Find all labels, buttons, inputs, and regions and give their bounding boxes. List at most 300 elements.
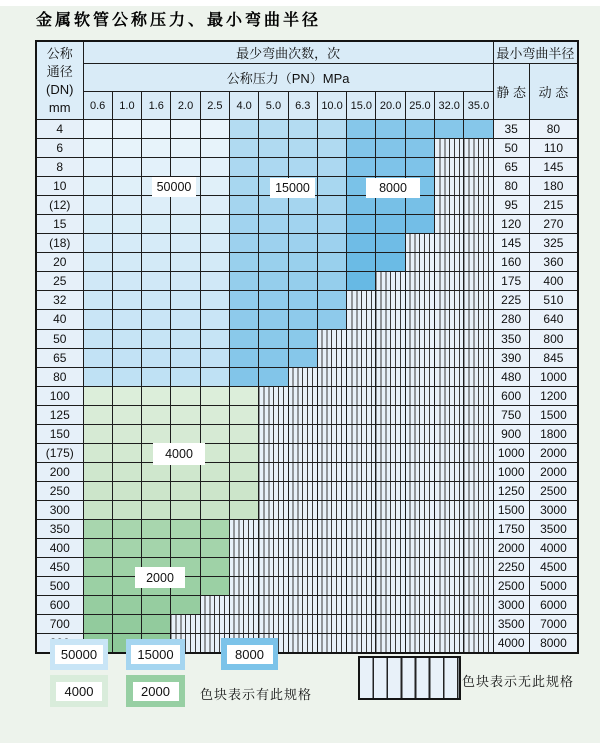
spec-unavailable-cell bbox=[464, 348, 493, 367]
spec-available-cell bbox=[229, 177, 258, 196]
spec-unavailable-cell bbox=[435, 462, 464, 481]
spec-unavailable-cell bbox=[405, 500, 434, 519]
spec-unavailable-cell bbox=[405, 234, 434, 253]
spec-unavailable-cell bbox=[464, 596, 493, 615]
spec-available-cell bbox=[83, 367, 112, 386]
spec-unavailable-cell bbox=[376, 539, 405, 558]
spec-available-cell bbox=[405, 158, 434, 177]
spec-available-cell bbox=[112, 596, 141, 615]
spec-unavailable-cell bbox=[405, 291, 434, 310]
spec-available-cell bbox=[288, 139, 317, 158]
spec-unavailable-cell bbox=[435, 577, 464, 596]
spec-available-cell bbox=[376, 139, 405, 158]
dynamic-radius-cell: 110 bbox=[529, 139, 578, 158]
spec-available-cell bbox=[200, 329, 229, 348]
spec-unavailable-cell bbox=[464, 177, 493, 196]
spec-available-cell bbox=[171, 386, 200, 405]
spec-unavailable-cell bbox=[435, 424, 464, 443]
spec-unavailable-cell bbox=[376, 500, 405, 519]
spec-available-cell bbox=[142, 329, 171, 348]
spec-unavailable-cell bbox=[376, 558, 405, 577]
legend-swatch-50000 bbox=[50, 639, 108, 670]
spec-available-cell bbox=[171, 272, 200, 291]
spec-available-cell bbox=[83, 253, 112, 272]
spec-unavailable-cell bbox=[317, 386, 346, 405]
dynamic-radius-cell: 6000 bbox=[529, 596, 578, 615]
dynamic-radius-cell: 4500 bbox=[529, 558, 578, 577]
spec-available-cell bbox=[405, 215, 434, 234]
spec-unavailable-cell bbox=[288, 558, 317, 577]
spec-unavailable-cell bbox=[347, 615, 376, 634]
dn-cell: 10 bbox=[36, 177, 83, 196]
dn-cell: 700 bbox=[36, 615, 83, 634]
dn-cell: 50 bbox=[36, 329, 83, 348]
spec-available-cell bbox=[171, 348, 200, 367]
static-radius-cell: 600 bbox=[493, 386, 529, 405]
spec-unavailable-cell bbox=[347, 481, 376, 500]
spec-available-cell bbox=[171, 462, 200, 481]
spec-unavailable-cell bbox=[317, 615, 346, 634]
spec-unavailable-cell bbox=[464, 405, 493, 424]
spec-available-cell bbox=[171, 481, 200, 500]
spec-available-cell bbox=[112, 405, 141, 424]
spec-available-cell bbox=[83, 615, 112, 634]
spec-unavailable-cell bbox=[317, 577, 346, 596]
header-row-1 bbox=[36, 41, 578, 64]
spec-available-cell bbox=[259, 310, 288, 329]
spec-unavailable-cell bbox=[464, 367, 493, 386]
spec-available-cell bbox=[229, 272, 258, 291]
static-radius-cell: 3000 bbox=[493, 596, 529, 615]
spec-available-cell bbox=[435, 120, 464, 139]
spec-available-cell bbox=[229, 462, 258, 481]
static-radius-cell: 280 bbox=[493, 310, 529, 329]
spec-available-cell bbox=[83, 424, 112, 443]
spec-unavailable-cell bbox=[435, 519, 464, 538]
dynamic-radius-cell: 270 bbox=[529, 215, 578, 234]
spec-available-cell bbox=[200, 310, 229, 329]
spec-unavailable-cell bbox=[435, 139, 464, 158]
spec-unavailable-cell bbox=[288, 462, 317, 481]
spec-available-cell bbox=[83, 348, 112, 367]
spec-unavailable-cell bbox=[464, 462, 493, 481]
spec-unavailable-cell bbox=[259, 539, 288, 558]
spec-available-cell bbox=[229, 405, 258, 424]
spec-available-cell bbox=[83, 196, 112, 215]
spec-available-cell bbox=[112, 329, 141, 348]
spec-available-cell bbox=[83, 234, 112, 253]
static-radius-cell: 80 bbox=[493, 177, 529, 196]
spec-available-cell bbox=[171, 424, 200, 443]
spec-available-cell bbox=[142, 367, 171, 386]
spec-available-cell bbox=[142, 139, 171, 158]
dynamic-radius-cell: 640 bbox=[529, 310, 578, 329]
dn-cell: 32 bbox=[36, 291, 83, 310]
spec-available-cell bbox=[83, 500, 112, 519]
spec-unavailable-cell bbox=[288, 519, 317, 538]
table-row bbox=[36, 291, 578, 310]
spec-available-cell bbox=[259, 120, 288, 139]
spec-unavailable-cell bbox=[376, 405, 405, 424]
spec-available-cell bbox=[200, 424, 229, 443]
static-radius-cell: 390 bbox=[493, 348, 529, 367]
spec-available-cell bbox=[112, 443, 141, 462]
spec-unavailable-cell bbox=[229, 615, 258, 634]
spec-unavailable-cell bbox=[347, 462, 376, 481]
spec-available-cell bbox=[112, 215, 141, 234]
spec-available-cell bbox=[112, 177, 141, 196]
spec-available-cell bbox=[171, 519, 200, 538]
spec-unavailable-cell bbox=[405, 634, 434, 654]
header-row-2 bbox=[36, 64, 578, 92]
spec-available-cell bbox=[405, 139, 434, 158]
dn-cell: 500 bbox=[36, 577, 83, 596]
legend-swatch-15000 bbox=[126, 639, 185, 670]
spec-unavailable-cell bbox=[435, 272, 464, 291]
spec-unavailable-cell bbox=[435, 596, 464, 615]
spec-unavailable-cell bbox=[405, 386, 434, 405]
dn-cell: 450 bbox=[36, 558, 83, 577]
dynamic-radius-cell: 3500 bbox=[529, 519, 578, 538]
spec-available-cell bbox=[83, 443, 112, 462]
table-row bbox=[36, 405, 578, 424]
spec-unavailable-cell bbox=[288, 443, 317, 462]
static-radius-cell: 1250 bbox=[493, 481, 529, 500]
spec-unavailable-cell bbox=[317, 634, 346, 654]
spec-available-cell bbox=[200, 253, 229, 272]
spec-available-cell bbox=[142, 386, 171, 405]
pressure-col-header: 5.0 bbox=[259, 92, 288, 120]
spec-unavailable-cell bbox=[435, 500, 464, 519]
static-radius-cell: 900 bbox=[493, 424, 529, 443]
spec-available-cell bbox=[317, 158, 346, 177]
spec-unavailable-cell bbox=[464, 196, 493, 215]
spec-unavailable-cell bbox=[317, 558, 346, 577]
spec-available-cell bbox=[229, 424, 258, 443]
spec-available-cell bbox=[259, 139, 288, 158]
spec-available-cell bbox=[171, 310, 200, 329]
spec-available-cell bbox=[83, 272, 112, 291]
spec-unavailable-cell bbox=[435, 215, 464, 234]
pressure-col-header: 0.6 bbox=[83, 92, 112, 120]
spec-available-cell bbox=[142, 615, 171, 634]
spec-available-cell bbox=[229, 291, 258, 310]
spec-unavailable-cell bbox=[229, 519, 258, 538]
spec-unavailable-cell bbox=[317, 481, 346, 500]
spec-unavailable-cell bbox=[464, 424, 493, 443]
dn-cell: 4 bbox=[36, 120, 83, 139]
spec-available-cell bbox=[259, 348, 288, 367]
spec-unavailable-cell bbox=[405, 310, 434, 329]
spec-available-cell bbox=[317, 310, 346, 329]
legend-swatch-2000 bbox=[126, 675, 185, 707]
spec-unavailable-cell bbox=[376, 443, 405, 462]
spec-available-cell bbox=[171, 405, 200, 424]
spec-unavailable-cell bbox=[317, 329, 346, 348]
pressure-col-header: 6.3 bbox=[288, 92, 317, 120]
dynamic-radius-cell: 1500 bbox=[529, 405, 578, 424]
spec-unavailable-cell bbox=[347, 577, 376, 596]
spec-available-cell bbox=[229, 234, 258, 253]
spec-available-cell bbox=[142, 596, 171, 615]
spec-unavailable-cell bbox=[317, 405, 346, 424]
spec-available-cell bbox=[83, 596, 112, 615]
static-radius-cell: 50 bbox=[493, 139, 529, 158]
dn-cell: (12) bbox=[36, 196, 83, 215]
spec-unavailable-cell bbox=[229, 596, 258, 615]
spec-available-cell bbox=[229, 348, 258, 367]
spec-unavailable-cell bbox=[405, 481, 434, 500]
spec-unavailable-cell bbox=[347, 500, 376, 519]
spec-unavailable-cell bbox=[464, 386, 493, 405]
spec-unavailable-cell bbox=[435, 177, 464, 196]
dynamic-radius-cell: 1200 bbox=[529, 386, 578, 405]
dn-cell: 65 bbox=[36, 348, 83, 367]
spec-available-cell bbox=[200, 500, 229, 519]
static-radius-cell: 4000 bbox=[493, 634, 529, 654]
spec-unavailable-cell bbox=[317, 367, 346, 386]
spec-available-cell bbox=[317, 139, 346, 158]
spec-available-cell bbox=[347, 158, 376, 177]
spec-unavailable-cell bbox=[376, 577, 405, 596]
spec-available-cell bbox=[259, 329, 288, 348]
spec-unavailable-cell bbox=[435, 348, 464, 367]
spec-unavailable-cell bbox=[317, 519, 346, 538]
spec-unavailable-cell bbox=[435, 291, 464, 310]
spec-available-cell bbox=[317, 291, 346, 310]
spec-unavailable-cell bbox=[259, 615, 288, 634]
legend-swatch-4000 bbox=[50, 675, 108, 707]
static-radius-cell: 2500 bbox=[493, 577, 529, 596]
spec-unavailable-cell bbox=[376, 348, 405, 367]
spec-available-cell bbox=[112, 348, 141, 367]
dn-cell: 25 bbox=[36, 272, 83, 291]
pressure-col-header: 1.6 bbox=[142, 92, 171, 120]
spec-available-cell bbox=[83, 558, 112, 577]
spec-unavailable-cell bbox=[435, 158, 464, 177]
dn-cell: 6 bbox=[36, 139, 83, 158]
spec-unavailable-cell bbox=[405, 329, 434, 348]
spec-available-cell bbox=[112, 272, 141, 291]
table-row bbox=[36, 139, 578, 158]
spec-unavailable-cell bbox=[435, 405, 464, 424]
spec-available-cell bbox=[259, 158, 288, 177]
static-radius-cell: 480 bbox=[493, 367, 529, 386]
spec-available-cell bbox=[200, 272, 229, 291]
spec-unavailable-cell bbox=[435, 634, 464, 654]
spec-unavailable-cell bbox=[435, 367, 464, 386]
spec-unavailable-cell bbox=[464, 519, 493, 538]
spec-available-cell bbox=[142, 405, 171, 424]
spec-available-cell bbox=[83, 215, 112, 234]
table-row bbox=[36, 634, 578, 654]
spec-available-cell bbox=[288, 291, 317, 310]
spec-unavailable-cell bbox=[435, 539, 464, 558]
spec-unavailable-cell bbox=[259, 386, 288, 405]
dn-cell: 350 bbox=[36, 519, 83, 538]
table-row bbox=[36, 577, 578, 596]
legend-note-has-spec: 色块表示有此规格 bbox=[200, 687, 313, 702]
spec-available-cell bbox=[229, 120, 258, 139]
spec-available-cell bbox=[142, 158, 171, 177]
static-radius-cell: 2000 bbox=[493, 539, 529, 558]
spec-available-cell bbox=[83, 291, 112, 310]
top-strip bbox=[0, 0, 600, 6]
spec-available-cell bbox=[112, 158, 141, 177]
spec-available-cell bbox=[229, 500, 258, 519]
spec-available-cell bbox=[200, 139, 229, 158]
dn-cell: 40 bbox=[36, 310, 83, 329]
spec-unavailable-cell bbox=[229, 577, 258, 596]
pressure-col-header: 15.0 bbox=[347, 92, 376, 120]
static-radius-cell: 1500 bbox=[493, 500, 529, 519]
spec-available-cell bbox=[200, 120, 229, 139]
static-radius-cell: 65 bbox=[493, 158, 529, 177]
static-radius-cell: 3500 bbox=[493, 615, 529, 634]
spec-available-cell bbox=[83, 120, 112, 139]
spec-unavailable-cell bbox=[347, 367, 376, 386]
spec-unavailable-cell bbox=[435, 196, 464, 215]
spec-unavailable-cell bbox=[464, 139, 493, 158]
spec-unavailable-cell bbox=[376, 596, 405, 615]
spec-available-cell bbox=[112, 310, 141, 329]
dn-cell: 250 bbox=[36, 481, 83, 500]
spec-available-cell bbox=[112, 234, 141, 253]
spec-available-cell bbox=[376, 196, 405, 215]
pressure-col-header: 20.0 bbox=[376, 92, 405, 120]
spec-available-cell bbox=[142, 196, 171, 215]
spec-unavailable-cell bbox=[464, 539, 493, 558]
dn-header-line: (DN) bbox=[46, 81, 74, 97]
spec-available-cell bbox=[288, 234, 317, 253]
spec-unavailable-cell bbox=[464, 481, 493, 500]
spec-unavailable-cell bbox=[200, 615, 229, 634]
spec-available-cell bbox=[112, 539, 141, 558]
table-row bbox=[36, 329, 578, 348]
spec-unavailable-cell bbox=[259, 405, 288, 424]
pressure-col-header: 32.0 bbox=[435, 92, 464, 120]
spec-available-cell bbox=[171, 120, 200, 139]
spec-available-cell bbox=[347, 253, 376, 272]
spec-unavailable-cell bbox=[288, 405, 317, 424]
spec-available-cell bbox=[405, 196, 434, 215]
spec-unavailable-cell bbox=[464, 577, 493, 596]
spec-unavailable-cell bbox=[376, 519, 405, 538]
spec-unavailable-cell bbox=[288, 615, 317, 634]
table-row bbox=[36, 310, 578, 329]
spec-unavailable-cell bbox=[376, 272, 405, 291]
spec-unavailable-cell bbox=[376, 424, 405, 443]
static-radius-cell: 175 bbox=[493, 272, 529, 291]
spec-unavailable-cell bbox=[317, 500, 346, 519]
table-row bbox=[36, 615, 578, 634]
spec-unavailable-cell bbox=[288, 481, 317, 500]
spec-unavailable-cell bbox=[347, 596, 376, 615]
spec-unavailable-cell bbox=[405, 615, 434, 634]
spec-available-cell bbox=[317, 196, 346, 215]
spec-unavailable-cell bbox=[288, 596, 317, 615]
static-radius-cell: 35 bbox=[493, 120, 529, 139]
dn-cell: 600 bbox=[36, 596, 83, 615]
spec-available-cell bbox=[112, 139, 141, 158]
dn-cell: (175) bbox=[36, 443, 83, 462]
static-radius-cell: 120 bbox=[493, 215, 529, 234]
spec-unavailable-cell bbox=[405, 405, 434, 424]
dynamic-radius-cell: 510 bbox=[529, 291, 578, 310]
spec-unavailable-cell bbox=[347, 348, 376, 367]
spec-unavailable-cell bbox=[347, 634, 376, 654]
static-radius-cell: 750 bbox=[493, 405, 529, 424]
spec-available-cell bbox=[229, 158, 258, 177]
spec-unavailable-cell bbox=[259, 558, 288, 577]
spec-available-cell bbox=[259, 291, 288, 310]
spec-available-cell bbox=[142, 462, 171, 481]
spec-available-cell bbox=[347, 139, 376, 158]
table-row bbox=[36, 558, 578, 577]
spec-available-cell bbox=[200, 158, 229, 177]
legend-swatch-label: 4000 bbox=[56, 682, 102, 701]
spec-unavailable-cell bbox=[259, 596, 288, 615]
spec-unavailable-cell bbox=[376, 462, 405, 481]
zone-label-4000: 4000 bbox=[153, 443, 205, 465]
spec-available-cell bbox=[142, 539, 171, 558]
spec-available-cell bbox=[376, 215, 405, 234]
spec-available-cell bbox=[347, 234, 376, 253]
spec-unavailable-cell bbox=[464, 272, 493, 291]
dynamic-radius-cell: 80 bbox=[529, 120, 578, 139]
spec-available-cell bbox=[171, 215, 200, 234]
spec-available-cell bbox=[142, 120, 171, 139]
spec-available-cell bbox=[112, 424, 141, 443]
spec-available-cell bbox=[142, 519, 171, 538]
spec-unavailable-cell bbox=[347, 386, 376, 405]
pressure-col-header: 25.0 bbox=[405, 92, 434, 120]
spec-available-cell bbox=[200, 215, 229, 234]
dynamic-column-header: 动 态 bbox=[529, 64, 578, 120]
spec-unavailable-cell bbox=[405, 367, 434, 386]
table-row bbox=[36, 443, 578, 462]
static-radius-cell: 2250 bbox=[493, 558, 529, 577]
spec-available-cell bbox=[83, 577, 112, 596]
pressure-col-header: 2.0 bbox=[171, 92, 200, 120]
dynamic-radius-cell: 180 bbox=[529, 177, 578, 196]
spec-available-cell bbox=[229, 139, 258, 158]
spec-unavailable-cell bbox=[200, 596, 229, 615]
spec-available-cell bbox=[83, 310, 112, 329]
zone-label-50000: 50000 bbox=[152, 177, 196, 197]
spec-unavailable-cell bbox=[464, 291, 493, 310]
spec-available-cell bbox=[142, 348, 171, 367]
static-radius-cell: 145 bbox=[493, 234, 529, 253]
spec-available-cell bbox=[288, 329, 317, 348]
spec-available-cell bbox=[229, 481, 258, 500]
legend-swatch-label: 8000 bbox=[227, 645, 273, 664]
spec-unavailable-cell bbox=[376, 291, 405, 310]
dynamic-radius-cell: 360 bbox=[529, 253, 578, 272]
spec-available-cell bbox=[200, 405, 229, 424]
spec-unavailable-cell bbox=[464, 329, 493, 348]
spec-available-cell bbox=[142, 310, 171, 329]
spec-available-cell bbox=[171, 234, 200, 253]
spec-table-wrap bbox=[35, 40, 577, 654]
spec-available-cell bbox=[83, 519, 112, 538]
pressure-col-header: 35.0 bbox=[464, 92, 493, 120]
spec-unavailable-cell bbox=[288, 367, 317, 386]
dn-cell: 400 bbox=[36, 539, 83, 558]
spec-unavailable-cell bbox=[464, 443, 493, 462]
static-radius-cell: 1750 bbox=[493, 519, 529, 538]
spec-unavailable-cell bbox=[464, 558, 493, 577]
